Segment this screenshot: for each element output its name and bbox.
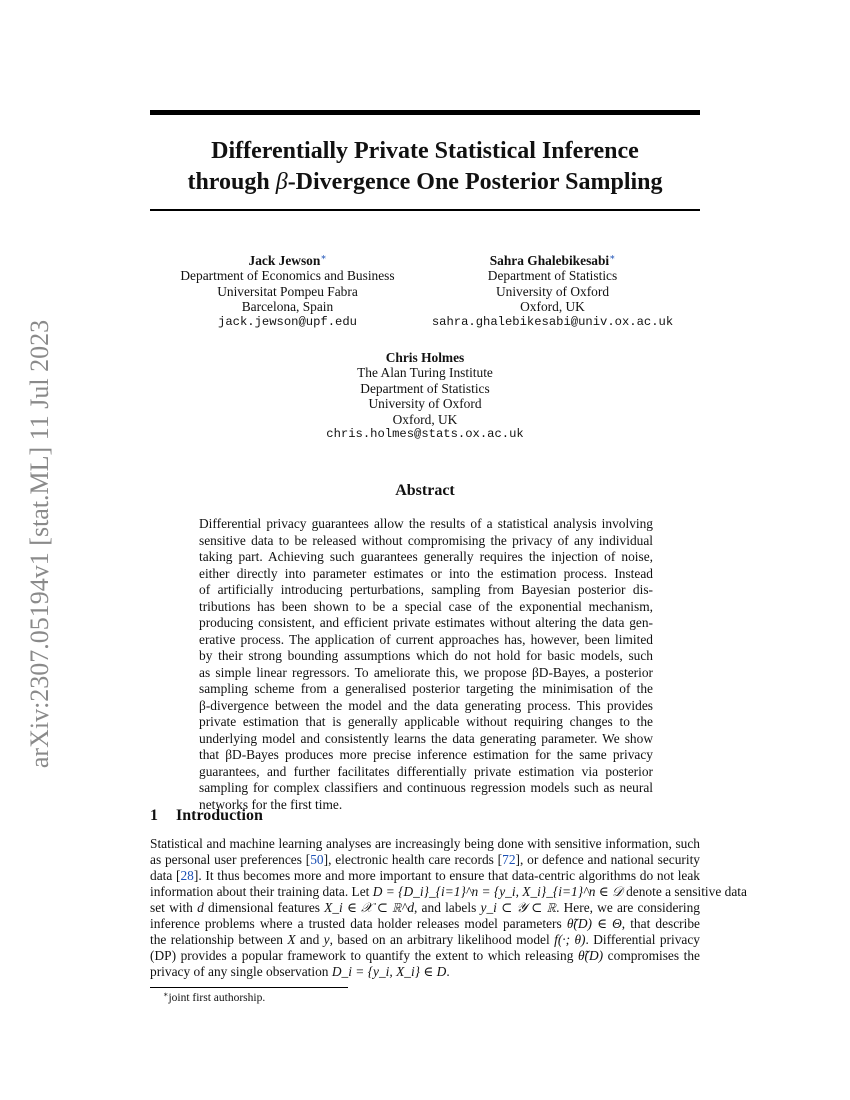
inline-math: θ̃(D) ∈ Θ	[566, 916, 622, 931]
author-name: Chris Holmes	[385, 350, 465, 365]
inline-math: X_i ∈ 𝒳 ⊂ ℝ^d	[324, 900, 415, 915]
introduction-body	[150, 836, 747, 980]
abstract-line: Differential privacy guarantees allow the results of a statistical analysis involving	[199, 516, 653, 531]
section-title: Introduction	[176, 807, 263, 824]
abstract-line: private estimation that is generally applicable without requiring changes to the	[199, 714, 653, 729]
body-line: inference problems where a trusted data holder releases model parameters θ̃(D) ∈ Θ, that describe	[150, 916, 700, 931]
affiliation-line: University of Oxford	[368, 396, 482, 412]
abstract-line: sampling scheme from a generalised posterior targeting the minimisation of the	[199, 681, 653, 696]
abstract-line: of artificially introducing perturbations, sampling from Bayesian posterior dis-	[199, 582, 653, 597]
author-name: Sahra Ghalebikesabi∗	[489, 252, 616, 268]
affiliation-line: Department of Statistics	[360, 380, 490, 396]
body-line: privacy of any single observation D_i = {y_i, X_i} ∈ D.	[150, 964, 450, 979]
title-line-2: through β-Divergence One Posterior Sampling	[187, 169, 663, 195]
author-email: sahra.ghalebikesabi@univ.ox.ac.uk	[431, 314, 674, 329]
abstract-heading: Abstract	[395, 482, 455, 499]
title-line-1: Differentially Private Statistical Inference	[211, 138, 639, 164]
inline-math: d	[197, 900, 204, 915]
author-email: jack.jewson@upf.edu	[218, 314, 357, 329]
title-bottom-rule	[150, 209, 700, 211]
inline-math: f(·; θ)	[554, 932, 586, 947]
body-line: set with d dimensional features X_i ∈ 𝒳 ⊂ ℝ^d, and labels y_i ⊂ 𝒴 ⊂ ℝ. Here, we are considering	[150, 900, 700, 915]
body-line: data [28]. It thus becomes more and more important to ensure that data-centric algorithms do not leak	[150, 868, 700, 883]
footnote-rule	[150, 987, 348, 988]
author-footnote-mark[interactable]: ∗	[609, 252, 616, 262]
inline-math: y	[323, 932, 330, 947]
author-block-ghalebikesabi	[415, 250, 690, 330]
body-line: information about their training data. Let D = {D_i}_{i=1}^n = {y_i, X_i}_{i=1}^n ∈ 𝒟 denote a sensitive data	[150, 884, 747, 899]
affiliation-line: Department of Statistics	[487, 268, 618, 284]
footnote	[163, 990, 265, 1004]
inline-math: θ̃(D)	[577, 948, 604, 963]
body-line: the relationship between X and y, based on an arbitrary likelihood model f(·; θ). Differential privacy	[150, 932, 701, 947]
abstract-line: taking part. Achieving such guarantees generally requires the injection of noise,	[199, 549, 653, 564]
affiliation-line: Department of Economics and Business	[180, 268, 395, 284]
inline-math: y_i ⊂ 𝒴 ⊂ ℝ	[480, 900, 557, 915]
author-block-jewson	[150, 250, 425, 330]
abstract-line: as simple linear regressors. To ameliorate this, we propose βD-Bayes, a posterior	[199, 664, 653, 680]
affiliation-line: Barcelona, Spain	[241, 299, 334, 315]
body-line: (DP) provides a popular framework to quantify the extent to which releasing θ̃(D) compromises the	[150, 948, 700, 963]
section-heading-introduction	[150, 807, 263, 825]
inline-math: D = {D_i}_{i=1}^n = {y_i, X_i}_{i=1}^n ∈ 𝒟	[372, 884, 623, 899]
title-beta-symbol: β	[275, 169, 288, 195]
citation-link[interactable]: 72	[502, 852, 516, 867]
arxiv-identifier: arXiv:2307.05194v1 [stat.ML] 11 Jul 2023	[25, 319, 54, 769]
footnote-text: joint first authorship.	[168, 992, 266, 1004]
section-number: 1	[150, 807, 158, 824]
footnote-mark: ∗	[163, 990, 169, 999]
body-line: Statistical and machine learning analyses are increasingly being done with sensitive information, such	[150, 836, 700, 851]
arxiv-stamp-wrapper	[24, 296, 56, 792]
inline-math: X	[287, 932, 296, 947]
abstract-line: networks for the first time.	[199, 796, 343, 812]
title-top-rule	[150, 110, 700, 115]
abstract-line: tributions has been shown to be a special case of the exponential mechanism,	[199, 598, 653, 614]
paper-title	[150, 136, 700, 198]
abstract-line: erative process. The application of current approaches has, however, been limited	[199, 631, 653, 647]
body-line: as personal user preferences [50], electronic health care records [72], or defence and national security	[150, 852, 700, 867]
author-name: Jack Jewson∗	[248, 252, 327, 268]
author-block-holmes	[275, 350, 575, 442]
author-footnote-mark[interactable]: ∗	[320, 252, 327, 262]
abstract-line: either directly into parameter estimates or into the estimation process. Instead	[199, 565, 653, 581]
abstract-line: that βD-Bayes produces more precise inference estimation for the same privacy	[199, 747, 653, 762]
affiliation-line: Universitat Pompeu Fabra	[217, 283, 358, 299]
affiliation-line: The Alan Turing Institute	[357, 365, 493, 381]
abstract-line: sensitive data to be released without compromising the privacy of any individual	[199, 532, 653, 548]
citation-link[interactable]: 28	[180, 868, 194, 883]
affiliation-line: Oxford, UK	[520, 299, 585, 315]
affiliation-line: Oxford, UK	[392, 411, 458, 427]
abstract-line: β-divergence between the model and the data generating process. This provides	[199, 697, 653, 713]
citation-link[interactable]: 50	[310, 852, 324, 867]
abstract-body	[199, 516, 653, 813]
abstract-line: sampling for complex classifiers and continuous regression models such as neural	[199, 780, 653, 795]
abstract-line: guarantees, and further facilitates differentially private estimation via posterior	[199, 763, 653, 779]
abstract-line: by their strong bounding assumptions which do not hold for basic models, such	[199, 648, 653, 663]
abstract-line: underlying model and consistently learns the data generating parameter. We show	[199, 730, 653, 746]
affiliation-line: University of Oxford	[495, 283, 610, 299]
inline-math: D_i = {y_i, X_i} ∈ D	[331, 964, 447, 979]
abstract-line: producing consistent, and efficient private estimates without altering the data gen-	[199, 615, 653, 630]
author-email: chris.holmes@stats.ox.ac.uk	[326, 427, 524, 442]
